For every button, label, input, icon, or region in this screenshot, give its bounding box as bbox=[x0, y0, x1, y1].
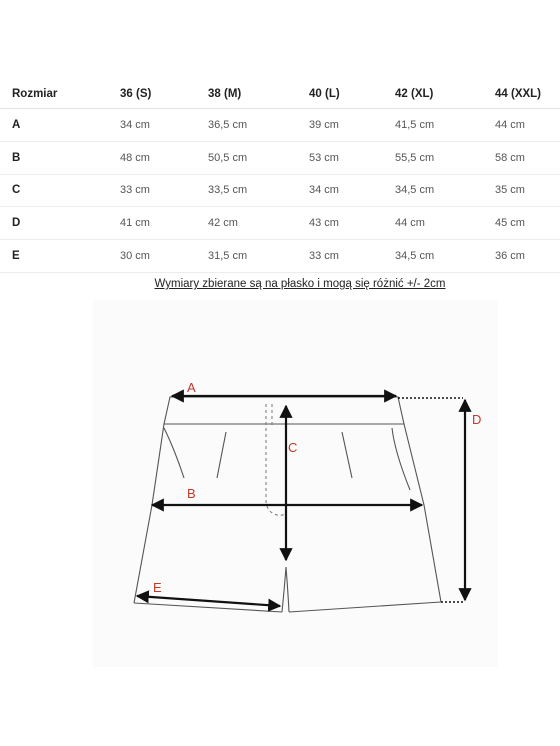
table-cell: 41 cm bbox=[120, 217, 150, 230]
table-cell: 34,5 cm bbox=[395, 250, 435, 263]
label-d: D bbox=[472, 412, 482, 427]
table-cell: 44 cm bbox=[495, 118, 525, 131]
header-44: 44 (XXL) bbox=[495, 88, 542, 100]
measurement-note: Wymiary zbierane są na płasko i mogą się różnić +/- 2cm bbox=[154, 278, 446, 290]
table-cell: 34 cm bbox=[309, 184, 339, 197]
row-label: B bbox=[12, 151, 21, 164]
table-cell: 34,5 cm bbox=[395, 184, 435, 197]
header-36: 36 (S) bbox=[120, 88, 152, 100]
table-cell: 42 cm bbox=[208, 217, 238, 230]
table-cell: 45 cm bbox=[495, 217, 525, 230]
table-cell: 33 cm bbox=[309, 250, 339, 263]
row-label: E bbox=[12, 250, 20, 263]
header-42: 42 (XL) bbox=[395, 88, 434, 100]
measure-d-guides bbox=[398, 398, 463, 602]
table-cell: 30 cm bbox=[120, 250, 150, 263]
row-label: C bbox=[12, 184, 21, 197]
table-cell: 31,5 cm bbox=[208, 250, 248, 263]
table-cell: 36,5 cm bbox=[208, 118, 248, 131]
header-38: 38 (M) bbox=[208, 88, 242, 100]
table-cell: 58 cm bbox=[495, 151, 525, 164]
table-cell: 35 cm bbox=[495, 184, 525, 197]
label-a: A bbox=[187, 380, 196, 395]
header-40: 40 (L) bbox=[309, 88, 340, 100]
table-cell: 55,5 cm bbox=[395, 151, 435, 164]
table-cell: 50,5 cm bbox=[208, 151, 248, 164]
row-label: A bbox=[12, 118, 21, 131]
table-cell: 48 cm bbox=[120, 151, 150, 164]
table-cell: 53 cm bbox=[309, 151, 339, 164]
table-cell: 34 cm bbox=[120, 118, 150, 131]
table-cell: 44 cm bbox=[395, 217, 425, 230]
header-size: Rozmiar bbox=[12, 88, 58, 100]
table-cell: 33 cm bbox=[120, 184, 150, 197]
table-cell: 41,5 cm bbox=[395, 118, 435, 131]
fly-seam bbox=[266, 404, 286, 515]
table-cell: 36 cm bbox=[495, 250, 525, 263]
table-cell: 43 cm bbox=[309, 217, 339, 230]
table-cell: 33,5 cm bbox=[208, 184, 248, 197]
label-e: E bbox=[153, 580, 162, 595]
label-b: B bbox=[187, 486, 196, 501]
label-c: C bbox=[288, 440, 298, 455]
row-label: D bbox=[12, 217, 21, 230]
table-cell: 39 cm bbox=[309, 118, 339, 131]
